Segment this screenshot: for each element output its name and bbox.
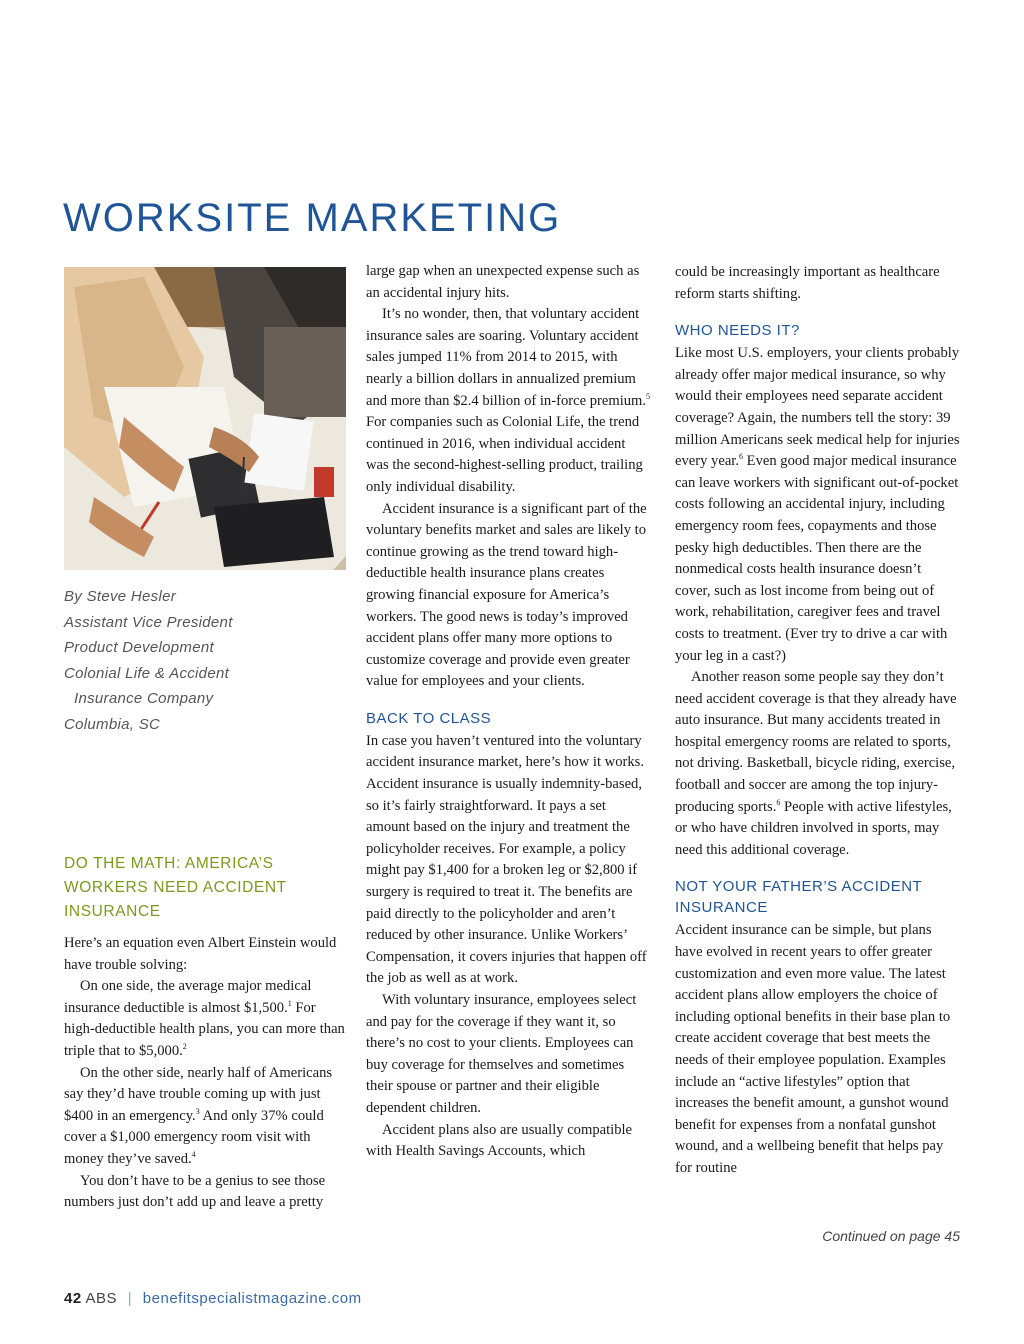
paragraph: could be increasingly important as healthcare reform starts shifting. (675, 264, 940, 302)
paragraph: In case you haven’t ventured into the voluntary accident insurance market, here’s how it works. Accident insurance is usually indemnity-based, so it’s fairly straightforward. It pays a set amount based on the injury and treatment the policyholder receives. For example, a policy might pay $1,400 for a broken leg or $2,800 if surgery is required to treat it. The benefits are paid directly to the policyholder and aren’t reduced by other insurance. Unlike Workers’ Compensation, it covers injuries that happen off the job as well as at work. (366, 732, 647, 987)
page-number: 42 (64, 1290, 82, 1307)
text: Even good major medical insurance can leave workers with significant out-of-pocket costs following an accidental injury, including emergency room fees, copayments and those pesky high deductibles. Then there are the nonmedical costs health insurance doesn’t cover, such as lost income from being out of work, rehabilitation, caregiver fees and travel costs to treatment. (Ever try to drive a car with your leg in a cast?) (675, 453, 959, 664)
footnote-ref: 6 (739, 452, 744, 462)
subheading-who-needs-it: WHO NEEDS IT? (675, 322, 800, 340)
paragraph: Accident insurance is a significant part of the voluntary benefits market and sales are likely to continue growing as the trend toward high-deductible health insurance plans creates growing financial exposure for America’s workers. The good news is today’s improved accident plans offer many more options to customize coverage and provide even greater value for employees and your clients. (366, 500, 647, 690)
footnote-ref: 2 (182, 1042, 187, 1052)
paragraph (64, 976, 346, 1062)
footnote-ref: 4 (191, 1150, 196, 1160)
byline-company: Colonial Life & Accident (64, 664, 230, 682)
article-column-1 (64, 933, 346, 1214)
paragraph (366, 304, 651, 498)
paragraph: With voluntary insurance, employees select and pay for the coverage if they want it, so there’s no cost to your clients. Employees can buy coverage for themselves and sometimes their spouse or partner and their eligible dependent children. (366, 992, 637, 1116)
page-footer (64, 1290, 362, 1307)
byline-company-cont: Insurance Company (74, 690, 214, 708)
text: Another reason some people say they don’t need accident coverage is that they already have auto insurance. But many accidents treated in hospital emergency rooms are related to sports, not driving. Basketball, bicycle riding, exercise, football and soccer are among the top injury-producing sports. (675, 669, 957, 815)
footnote-ref: 5 (646, 391, 651, 401)
text: For high-deductible health plans, you can more than triple that to $5,000. (64, 999, 345, 1059)
business-meeting-photo (64, 267, 346, 570)
article-column-2 (366, 261, 651, 1163)
paragraph: large gap when an unexpected expense such as an accidental injury hits. (366, 263, 640, 301)
paragraph: Here’s an equation even Albert Einstein would have trouble solving: (64, 935, 337, 973)
author-byline (64, 584, 334, 738)
continued-link[interactable]: Continued on page 45 (822, 1228, 960, 1244)
website-link[interactable]: benefitspecialistmagazine.com (142, 1290, 362, 1307)
footnote-ref: 1 (287, 998, 292, 1008)
footer-separator: | (127, 1290, 133, 1307)
article-column-3 (675, 262, 960, 1180)
footnote-ref: 6 (776, 797, 781, 807)
text: And only 37% could cover a $1,000 emergency room visit with money they’ve saved. (64, 1107, 324, 1167)
footnote-ref: 3 (195, 1106, 200, 1116)
text: On one side, the average major medical insurance deductible is almost $1,500. (64, 978, 312, 1016)
subheading-back-to-class: BACK TO CLASS (366, 709, 492, 727)
text: Like most U.S. employers, your clients probably already offer major medical insurance, so why would their employees need separate accident coverage? Again, the numbers tell the story: 39 million Americans seek medical help for injuries every year. (675, 345, 960, 470)
subheading-not-your-fathers: NOT YOUR FATHER’S ACCIDENT INSURANCE (675, 878, 922, 917)
paragraph (675, 343, 960, 667)
text: On the other side, nearly half of Americans say they’d have trouble coming up with just $400 in an emergency. (64, 1064, 333, 1124)
byline-title: Assistant Vice President (64, 613, 233, 631)
section-title: WORKSITE MARKETING (63, 196, 562, 240)
byline-department: Product Development (64, 639, 214, 657)
byline-location: Columbia, SC (64, 715, 161, 733)
paragraph: You don’t have to be a genius to see those numbers just don’t add up and leave a pretty (64, 1172, 326, 1211)
publication-name: ABS (85, 1290, 118, 1307)
sidebar-heading-do-the-math: DO THE MATH: AMERICA’S WORKERS NEED ACCIDENT INSURANCE (64, 855, 287, 920)
paragraph (675, 667, 960, 861)
photo-illustration (64, 267, 346, 570)
text: People with active lifestyles, or who have children involved in sports, may need this additional coverage. (675, 798, 952, 858)
paragraph: Accident plans also are usually compatible with Health Savings Accounts, which (366, 1121, 633, 1160)
paragraph: Accident insurance can be simple, but plans have evolved in recent years to offer greater customization and even more value. The latest accident plans allow employers the choice of including optional benefits in their base plan to create accident coverage that best meets the needs of their employee population. Examples include an “active lifestyles” option that increases the benefit amount, a gunshot wound benefit for expenses from a nonfatal gunshot wound, and a wellbeing benefit that helps pay for routine (675, 922, 951, 1176)
text: For companies such as Colonial Life, the trend continued in 2016, when individual accident was the second-highest-selling product, trailing only individual disability. (366, 414, 643, 495)
text: It’s no wonder, then, that voluntary accident insurance sales are soaring. Voluntary accident sales jumped 11% from 2014 to 2015, with nearly a billion dollars in annualized premium and more than $2.4 billion of in-force premium. (366, 306, 647, 409)
byline-author: By Steve Hesler (64, 588, 177, 605)
paragraph (64, 1063, 346, 1171)
